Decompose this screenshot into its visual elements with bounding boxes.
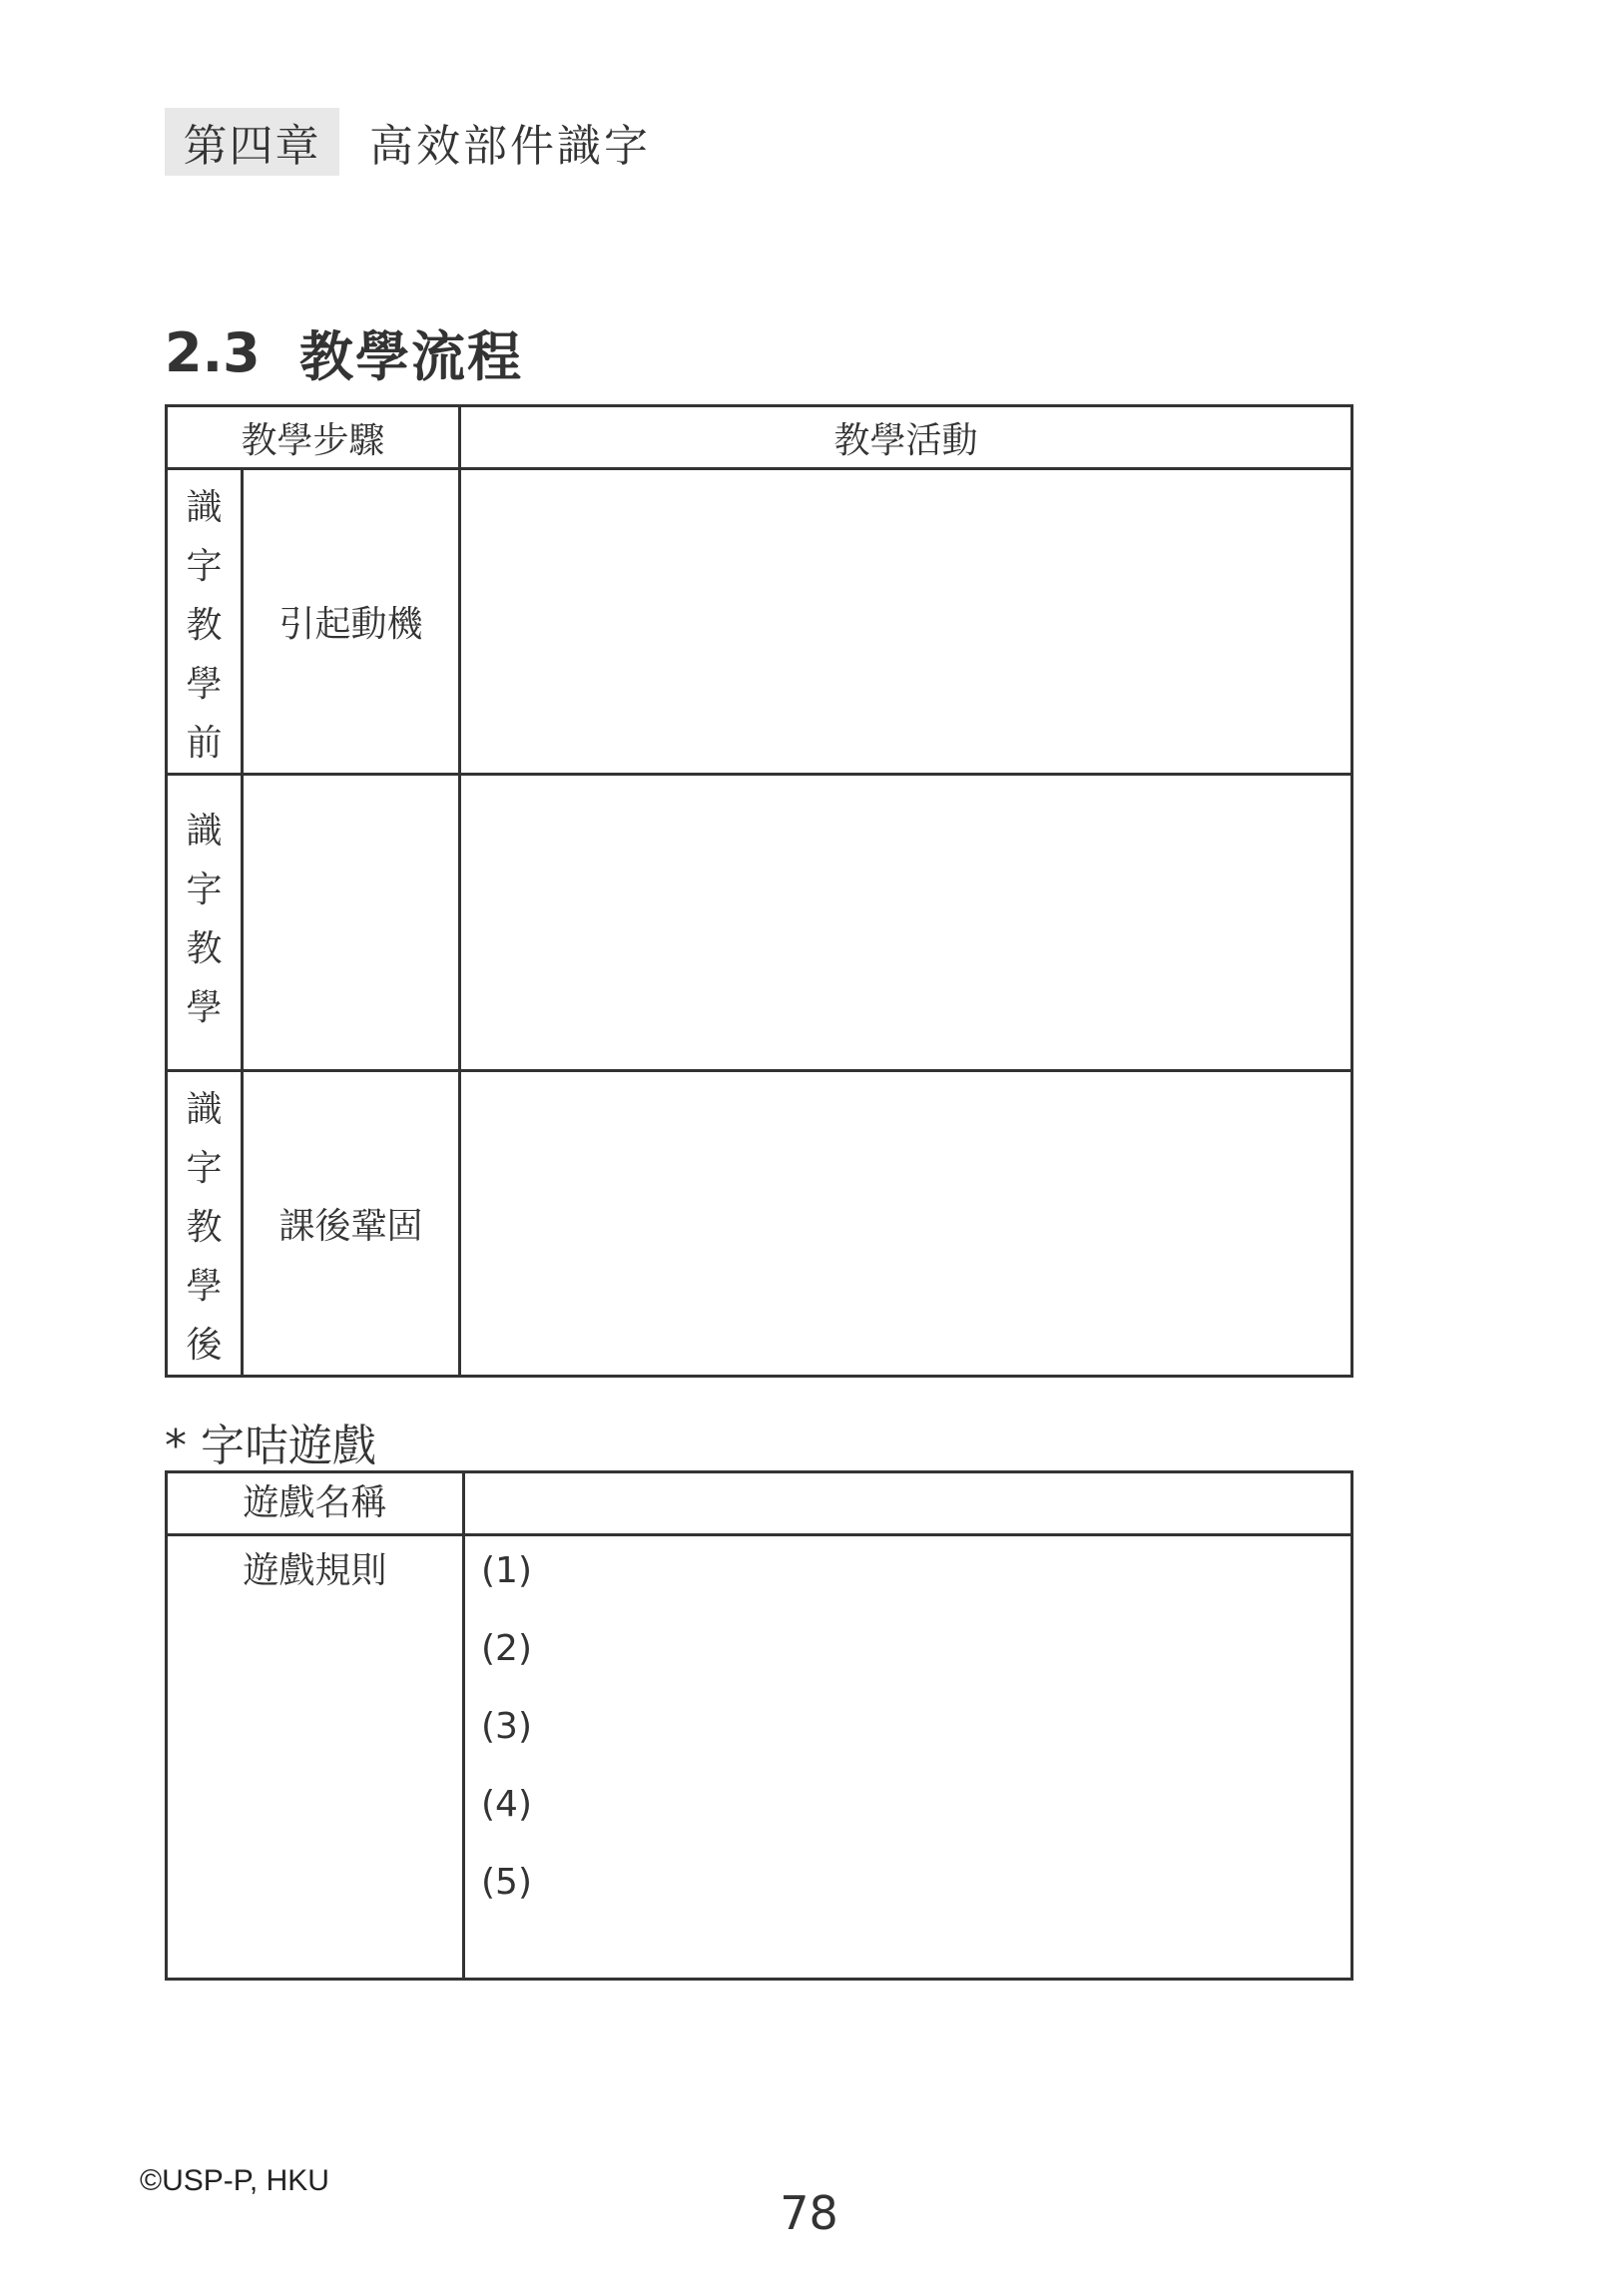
rule-item: (4) bbox=[481, 1784, 532, 1825]
stage-char: 字 bbox=[186, 1148, 223, 1189]
step-cell: 課後鞏固 bbox=[243, 1071, 460, 1377]
page-number: 78 bbox=[780, 2186, 838, 2240]
stage-label-after bbox=[167, 1071, 243, 1377]
stage-label-before bbox=[167, 469, 243, 775]
game-rules-label: 遊戲規則 bbox=[167, 1535, 464, 1980]
rule-item: (5) bbox=[481, 1862, 532, 1903]
game-name-label: 遊戲名稱 bbox=[167, 1472, 464, 1535]
rule-item: (1) bbox=[481, 1550, 532, 1591]
table-row bbox=[167, 775, 1352, 1071]
chapter-title: 高效部件識字 bbox=[369, 121, 651, 172]
table-row bbox=[167, 1535, 1352, 1980]
chapter-label: 第四章 bbox=[165, 108, 339, 176]
card-game-table bbox=[165, 1470, 1353, 1981]
rule-item: (3) bbox=[481, 1706, 532, 1747]
section-title: 教學流程 bbox=[299, 324, 523, 388]
stage-char: 識 bbox=[186, 811, 223, 852]
copyright-notice: ©USP-P, HKU bbox=[140, 2164, 329, 2197]
section-number: 2.3 bbox=[165, 320, 261, 384]
chapter-header bbox=[165, 108, 651, 176]
activity-cell bbox=[460, 775, 1352, 1071]
header-teaching-activities: 教學活動 bbox=[460, 406, 1352, 469]
section-heading bbox=[165, 317, 523, 387]
rule-item: (2) bbox=[481, 1628, 532, 1669]
activity-cell bbox=[460, 469, 1352, 775]
stage-char: 學 bbox=[186, 664, 223, 705]
stage-char: 字 bbox=[186, 869, 223, 910]
stage-char: 識 bbox=[186, 1089, 223, 1130]
stage-char: 教 bbox=[186, 605, 223, 646]
stage-char: 教 bbox=[186, 928, 223, 969]
stage-char: 識 bbox=[186, 487, 223, 528]
game-rules-list bbox=[464, 1535, 1352, 1980]
table-header-row bbox=[167, 406, 1352, 469]
stage-char: 後 bbox=[186, 1325, 223, 1366]
stage-char: 字 bbox=[186, 546, 223, 587]
activity-cell bbox=[460, 1071, 1352, 1377]
teaching-flow-table bbox=[165, 404, 1353, 1378]
stage-label-during bbox=[167, 775, 243, 1071]
stage-char: 學 bbox=[186, 987, 223, 1028]
stage-char: 教 bbox=[186, 1207, 223, 1248]
table-row bbox=[167, 469, 1352, 775]
game-heading: * 字咭遊戲 bbox=[165, 1421, 376, 1471]
table-row bbox=[167, 1472, 1352, 1535]
game-name-value bbox=[464, 1472, 1352, 1535]
table-row bbox=[167, 1071, 1352, 1377]
header-teaching-steps: 教學步驟 bbox=[167, 406, 460, 469]
stage-char: 學 bbox=[186, 1266, 223, 1307]
step-cell bbox=[243, 775, 460, 1071]
stage-char: 前 bbox=[186, 723, 223, 764]
step-cell: 引起動機 bbox=[243, 469, 460, 775]
